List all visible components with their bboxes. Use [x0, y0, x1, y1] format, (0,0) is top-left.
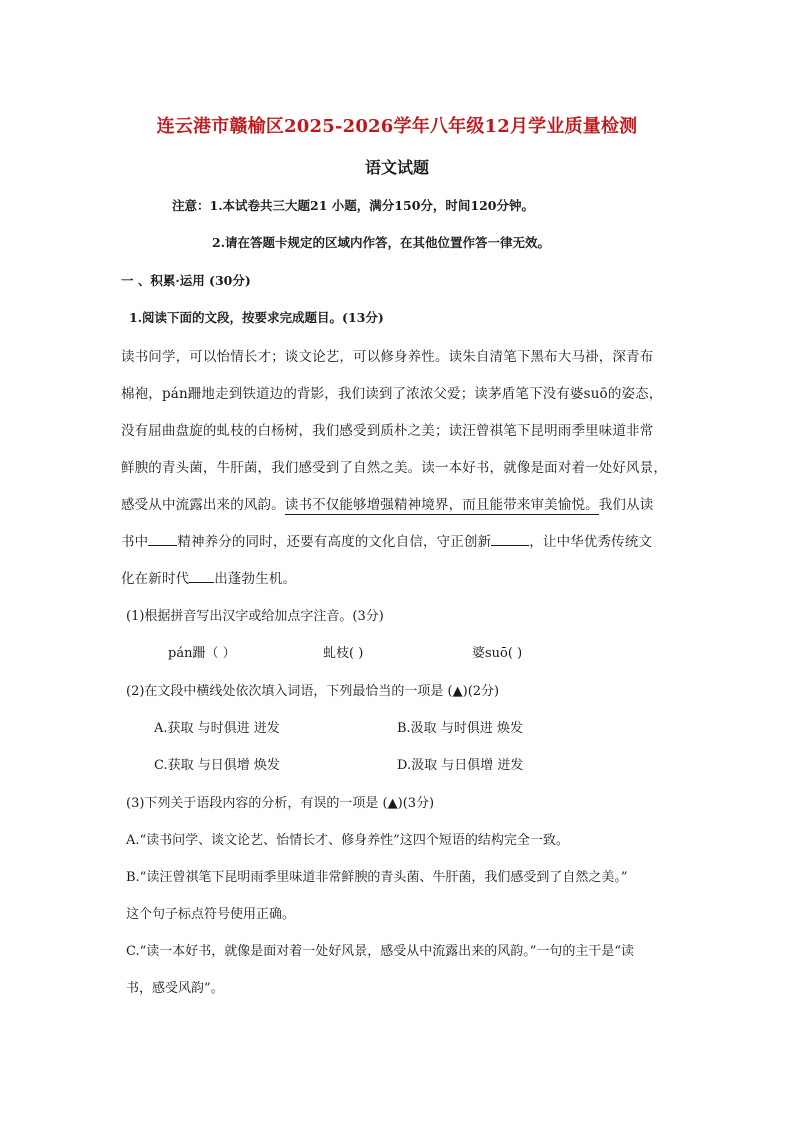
passage-line: 没有屈曲盘旋的虬枝的白杨树，我们感受到质朴之美；读汪曾祺笔下昆明雨季里味道非常: [121, 423, 654, 439]
option-c: C.“读一本好书，就像是面对着一处好风景，感受从中流露出来的风韵。”一句的主干是“读: [126, 944, 635, 959]
option-a: A.“读书问学、谈文论艺、怡情长才、修身养性”这四个短语的结构完全一致。: [126, 833, 569, 848]
passage-text: 精神养分的同时，还要有高度的文化自信，守正创新: [177, 534, 492, 550]
passage-text: ，让中华优秀传统文: [529, 534, 653, 550]
question-1-heading: 1.阅读下面的文段，按要求完成题目。(13分): [129, 310, 384, 325]
note-line-1: 注意：1.本试卷共三大题21 小题，满分150分，时间120分钟。: [172, 198, 534, 213]
fill-blank-3: [189, 569, 214, 583]
pinyin-item: pán跚（ ）: [168, 646, 236, 661]
option-b: B.“读汪曾祺笔下昆明雨季里味道非常鲜腴的青头菌、牛肝菌，我们感受到了自然之美。”: [126, 870, 628, 885]
passage-text: 感受从中流露出来的风韵。: [121, 497, 285, 513]
sub-question-2: (2)在文段中横线处依次填入词语，下列最恰当的一项是 (▲)(2分): [126, 684, 500, 699]
fill-blank-1: [148, 532, 177, 546]
option-c-continued: 书，感受风韵”。: [126, 981, 224, 996]
option-c: C.获取 与日俱增 焕发: [154, 758, 280, 773]
passage-text: 我们从读: [598, 497, 654, 513]
underlined-sentence: 读书不仅能够增强精神境界，而且能带来审美愉悦。: [284, 497, 599, 513]
note-line-2: 2.请在答题卡规定的区域内作答，在其他位置作答一律无效。: [212, 235, 551, 250]
fill-blank-2: [491, 532, 529, 546]
passage-line: [121, 493, 653, 513]
page-subtitle: 语文试题: [364, 158, 429, 177]
passage-text: 书中: [121, 534, 149, 550]
option-a: A.获取 与时俱进 迸发: [154, 721, 280, 736]
passage-line: 棉袍，pán跚地走到铁道边的背影，我们读到了浓浓父爱；读茅盾笔下没有婆suō的姿态，: [121, 386, 663, 402]
sub-question-1: (1)根据拼音写出汉字或给加点字注音。(3分): [126, 609, 384, 624]
passage-line: [121, 567, 296, 587]
sub-question-3: (3)下列关于语段内容的分析，有误的一项是 (▲)(3分): [126, 796, 435, 811]
passage-text: 化在新时代: [121, 571, 190, 587]
passage-line: 读书问学，可以怡情长才；谈文论艺，可以修身养性。读朱自清笔下黑布大马褂，深青布: [121, 349, 654, 365]
passage-text: 出蓬勃生机。: [214, 571, 297, 587]
passage-line: [121, 530, 652, 550]
passage-line: 鲜腴的青头菌，牛肝菌，我们感受到了自然之美。读一本好书，就像是面对着一处好风景，: [121, 460, 667, 476]
pinyin-item: 虬枝( ): [323, 646, 364, 661]
option-b-continued: 这个句子标点符号使用正确。: [126, 907, 296, 922]
option-b: B.汲取 与时俱进 焕发: [397, 721, 523, 736]
pinyin-item: 婆suō( ): [472, 646, 523, 661]
page-title: 连云港市赣榆区2025-2026学年八年级12月学业质量检测: [156, 116, 638, 137]
option-d: D.汲取 与日俱增 迸发: [397, 758, 524, 773]
section-heading: 一 、积累·运用 (30分): [121, 273, 251, 288]
